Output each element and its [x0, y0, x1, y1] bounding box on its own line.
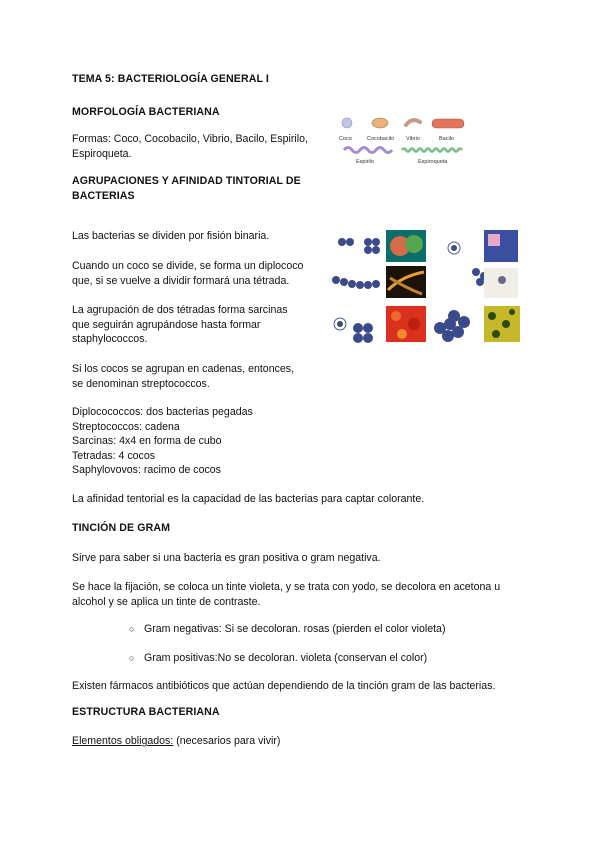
- section-heading-estructura: ESTRUCTURA BACTERIANA: [72, 706, 220, 718]
- forms-text: [72, 132, 308, 161]
- section-heading-agrupaciones: [72, 174, 301, 204]
- bullet-icon: ○: [129, 624, 135, 634]
- paragraph-fision: Las bacterias se dividen por fisión binaria.: [72, 230, 270, 242]
- cocobacilo-shape: [372, 118, 388, 128]
- paragraph-antibioticos: Existen fármacos antibióticos que actúan dependiendo de la tinción gram de las bacterias.: [72, 680, 496, 692]
- elementos-obligados-label: Elementos obligados:: [72, 735, 174, 747]
- paragraph-diplococo: [72, 259, 303, 288]
- paragraph-line: se denominan streptococcos.: [72, 377, 210, 390]
- list-item: Diplocococcos: dos bacterias pegadas: [72, 406, 253, 418]
- paragraph-streptococcos: [72, 362, 294, 391]
- heading-line: BACTERIAS: [72, 190, 135, 202]
- vibrio-shape: [406, 120, 420, 125]
- espiroqueta-shape: [402, 149, 462, 152]
- heading-line: AGRUPACIONES Y AFINIDAD TINTORIAL DE: [72, 175, 301, 187]
- list-item: Saphylovovos: racimo de cocos: [72, 464, 221, 477]
- paragraph-line: Si los cocos se agrupan en cadenas, entonces,: [72, 363, 295, 375]
- label-bacilo: Bacilo: [439, 136, 454, 142]
- document-title: TEMA 5: BACTERIOLOGÍA GENERAL I: [72, 73, 269, 85]
- paragraph-line: alcohol y se aplica un tinte de contraste.: [72, 595, 261, 608]
- bacteria-shapes-figure: [336, 116, 476, 168]
- elementos-obligados: [72, 734, 280, 749]
- paragraph-line: staphylococcos.: [72, 333, 148, 346]
- label-vibrio: Vibrio: [406, 136, 420, 142]
- paragraph-sarcinas: [72, 303, 288, 347]
- forms-line: Espiroqueta.: [72, 147, 132, 160]
- paragraph-afinidad: La afinidad tentorial es la capacidad de las bacterias para captar colorante.: [72, 493, 425, 505]
- section-heading-gram: TINCIÓN DE GRAM: [72, 522, 171, 534]
- coco-shape: [342, 118, 352, 128]
- espirilo-shape: [344, 148, 392, 153]
- paragraph-line: que, si se vuelve a dividir formará una tétrada.: [72, 274, 290, 287]
- label-espirilo: Espirilo: [356, 159, 375, 165]
- paragraph-gram-purpose: Sirve para saber si una bacteria es gran positiva o gram negativa.: [72, 552, 381, 564]
- grouping-list: [72, 405, 253, 478]
- bullet-gram-positivas: Gram positivas:No se decoloran. violeta (conservan el color): [144, 652, 428, 664]
- paragraph-line: que seguirán agrupándose hasta formar: [72, 318, 261, 331]
- bacilo-shape: [432, 119, 464, 128]
- list-item: Tetradas: 4 cocos: [72, 449, 156, 462]
- paragraph-gram-procedure: [72, 580, 542, 609]
- section-heading-morfologia: MORFOLOGÍA BACTERIANA: [72, 106, 220, 118]
- paragraph-line: Se hace la fijación, se coloca un tinte violeta, y se trata con yodo, se decolora en acetona u: [72, 581, 501, 593]
- paragraph-line: La agrupación de dos tétradas forma sarcinas: [72, 304, 288, 316]
- paragraph-line: Cuando un coco se divide, se forma un diplococo: [72, 260, 304, 272]
- bacteria-groupings-figure: [330, 228, 522, 360]
- list-item: Streptococcos: cadena: [72, 420, 180, 433]
- bullet-gram-negativas: Gram negativas: Si se decoloran. rosas (pierden el color violeta): [144, 623, 446, 635]
- forms-line: Formas: Coco, Cocobacilo, Vibrio, Bacilo, Espirilo,: [72, 133, 308, 145]
- label-cocobacilo: Cocobacilo: [367, 136, 395, 142]
- label-coco: Coco: [339, 136, 352, 142]
- elementos-obligados-note: (necesarios para vivir): [173, 735, 281, 747]
- bullet-icon: ○: [129, 653, 135, 663]
- list-item: Sarcinas: 4x4 en forma de cubo: [72, 435, 222, 448]
- label-espiroqueta: Espiroqueta: [418, 159, 448, 165]
